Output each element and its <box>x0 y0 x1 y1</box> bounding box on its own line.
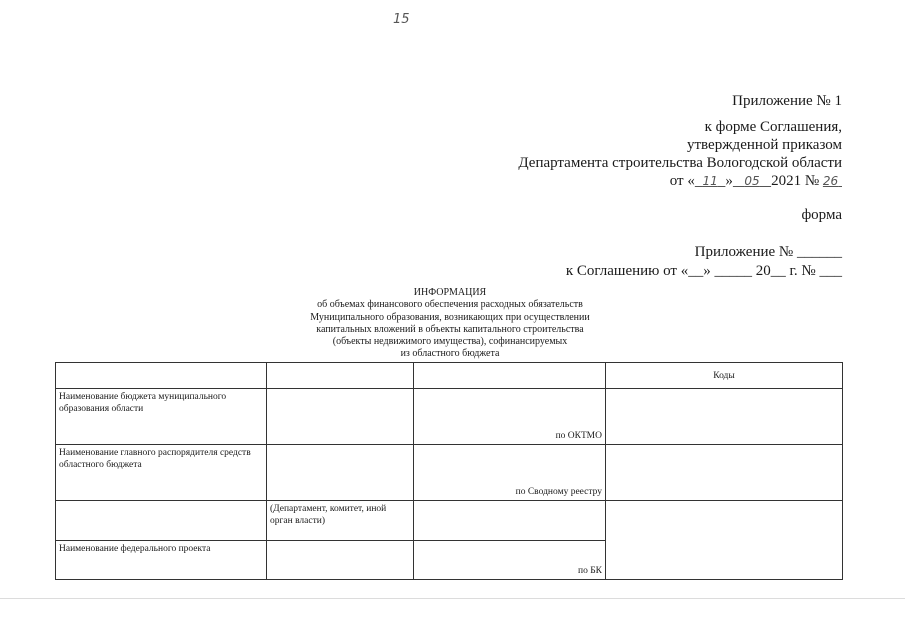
approved-line: утвержденной приказом <box>686 137 842 153</box>
value-cell[interactable] <box>267 445 414 501</box>
year-number-label: 2021 № <box>771 173 820 189</box>
table-row <box>56 389 843 445</box>
title-line: капитальных вложений в объекты капитального строительства <box>316 323 584 335</box>
handwritten-day: 11 <box>702 174 718 188</box>
value-cell[interactable] <box>267 541 414 580</box>
header-cell <box>414 363 606 389</box>
row-label: Наименование федерального проекта <box>56 541 267 580</box>
row-label: Наименование главного распорядителя средств областного бюджета <box>56 445 267 501</box>
scan-edge-line <box>0 598 905 599</box>
oktmo-label: по ОКТМО <box>414 389 606 445</box>
codes-header: Коды <box>606 363 843 389</box>
date-mid: » <box>725 173 733 189</box>
to-form-line: к форме Соглашения, <box>704 119 842 135</box>
code-cell[interactable] <box>606 445 843 501</box>
row-label: Наименование бюджета муниципального образования области <box>56 389 267 445</box>
appendix-placeholder: Приложение № ______ <box>694 244 842 260</box>
empty-cell <box>414 501 606 541</box>
handwritten-order-number: 26 <box>822 174 839 188</box>
bk-label: по БК <box>414 541 606 580</box>
empty-cell <box>56 501 267 541</box>
table-row <box>56 445 843 501</box>
department-line: Департамента строительства Вологодской области <box>518 155 842 171</box>
appendix-number: Приложение № 1 <box>732 93 842 109</box>
order-date-line <box>670 172 842 190</box>
page-number: 15 <box>393 12 410 27</box>
table-header-row <box>56 363 843 389</box>
title-line: (объекты недвижимого имущества), софинансируемых <box>332 336 568 348</box>
registry-label: по Сводному реестру <box>414 445 606 501</box>
code-cell[interactable] <box>606 501 843 580</box>
value-cell[interactable] <box>267 389 414 445</box>
info-table <box>55 362 843 580</box>
title-line: из областного бюджета <box>400 348 500 360</box>
title-line: Муниципального образования, возникающих при осуществлении <box>310 311 590 323</box>
information-title <box>260 287 640 361</box>
form-label: форма <box>801 207 842 223</box>
authority-note: (Департамент, комитет, иной орган власти) <box>267 501 414 541</box>
table-row <box>56 501 843 541</box>
agreement-placeholder: к Соглашению от «__» _____ 20__ г. № ___ <box>565 263 842 279</box>
title-line: об объемах финансового обеспечения расходных обязательств <box>317 299 583 311</box>
header-cell <box>56 363 267 389</box>
title-heading: ИНФОРМАЦИЯ <box>413 287 487 298</box>
date-prefix: от « <box>669 173 695 189</box>
handwritten-month: 05 <box>744 174 760 188</box>
code-cell[interactable] <box>606 389 843 445</box>
header-cell <box>267 363 414 389</box>
